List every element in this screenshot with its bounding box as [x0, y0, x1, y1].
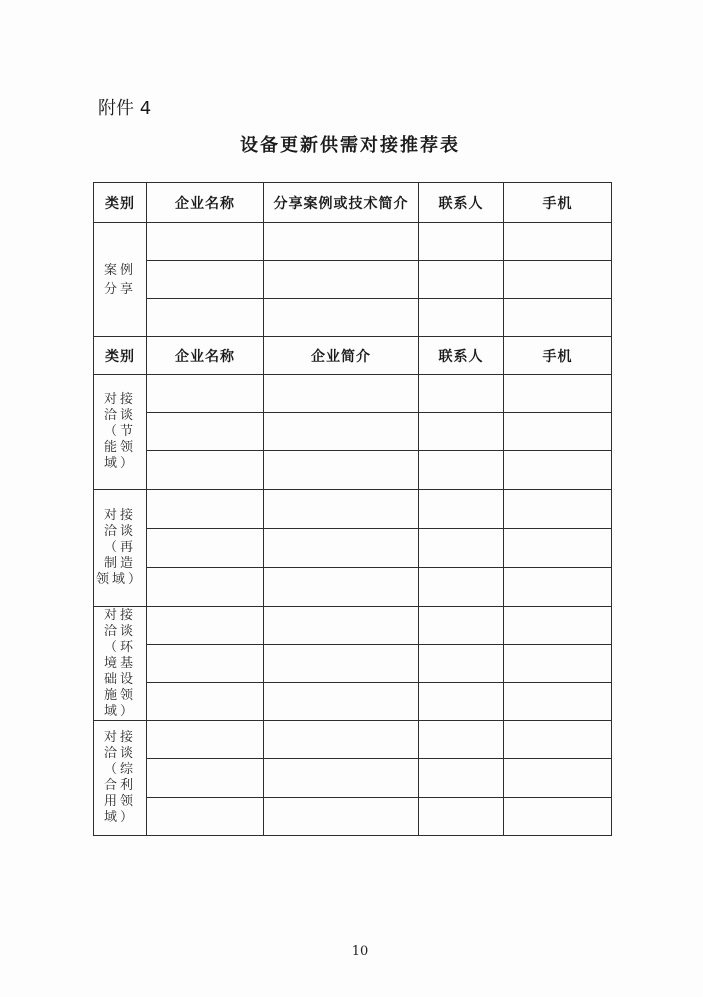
- phone-cell: [504, 529, 612, 568]
- phone-cell: [504, 683, 612, 721]
- header-phone: 手机: [504, 183, 612, 223]
- company-name-cell: [147, 645, 264, 683]
- contact-cell: [419, 413, 504, 451]
- category-label-line: 洽谈: [103, 746, 136, 761]
- category-label-line: 分享: [103, 281, 136, 297]
- company-name-cell: [147, 451, 264, 490]
- category-label-line: 境基: [103, 655, 136, 671]
- case-row: [94, 223, 612, 261]
- category-label-line: 领域）: [95, 572, 144, 587]
- company-name-cell: [147, 261, 264, 299]
- category-label-line: 域）: [103, 810, 136, 825]
- phone-cell: [504, 798, 612, 836]
- docking-row: [94, 375, 612, 413]
- category-label-line: 能领: [103, 440, 136, 455]
- category-label-line: 对接: [103, 607, 136, 623]
- description-cell: [264, 721, 419, 759]
- category-label-environmental-infrastructure: [94, 607, 147, 721]
- description-cell: [264, 798, 419, 836]
- category-label-line: 对接: [103, 508, 136, 523]
- description-cell: [264, 683, 419, 721]
- docking-row: [94, 683, 612, 721]
- phone-cell: [504, 261, 612, 299]
- category-label-line: 案例: [103, 262, 136, 278]
- category-label-line: （综: [103, 762, 136, 777]
- docking-row: [94, 759, 612, 798]
- docking-row: [94, 607, 612, 645]
- description-cell: [264, 490, 419, 529]
- category-label-line: （节: [103, 424, 136, 439]
- company-name-cell: [147, 529, 264, 568]
- description-cell: [264, 299, 419, 337]
- description-cell: [264, 645, 419, 683]
- contact-cell: [419, 645, 504, 683]
- category-label-line: 用领: [103, 794, 136, 809]
- category-label-line: 对接: [103, 730, 136, 745]
- description-cell: [264, 607, 419, 645]
- category-label-line: 施领: [103, 687, 136, 703]
- contact-cell: [419, 261, 504, 299]
- contact-cell: [419, 798, 504, 836]
- category-label-line: 洽谈: [103, 623, 136, 639]
- company-name-cell: [147, 607, 264, 645]
- header-category: 类别: [94, 183, 147, 223]
- header-category: 类别: [94, 337, 147, 375]
- phone-cell: [504, 568, 612, 607]
- contact-cell: [419, 375, 504, 413]
- header-contact: 联系人: [419, 337, 504, 375]
- recommendation-table: [93, 182, 612, 836]
- category-label-line: 对接: [103, 392, 136, 407]
- header-contact: 联系人: [419, 183, 504, 223]
- contact-cell: [419, 451, 504, 490]
- phone-cell: [504, 607, 612, 645]
- category-label-case-share: [94, 223, 147, 337]
- category-label-line: （环: [103, 639, 136, 655]
- header-description: 分享案例或技术简介: [264, 183, 419, 223]
- category-label-line: （再: [103, 540, 136, 555]
- company-name-cell: [147, 223, 264, 261]
- docking-row: [94, 451, 612, 490]
- contact-cell: [419, 759, 504, 798]
- docking-header-row: [94, 337, 612, 375]
- company-name-cell: [147, 490, 264, 529]
- phone-cell: [504, 375, 612, 413]
- header-company-name: 企业名称: [147, 183, 264, 223]
- docking-row: [94, 413, 612, 451]
- document-title: 设备更新供需对接推荐表: [240, 135, 460, 156]
- description-cell: [264, 375, 419, 413]
- category-label-comprehensive-utilization: [94, 721, 147, 836]
- company-name-cell: [147, 375, 264, 413]
- docking-row: [94, 490, 612, 529]
- category-label-line: 洽谈: [103, 524, 136, 539]
- category-label-line: 洽谈: [103, 408, 136, 423]
- company-name-cell: [147, 721, 264, 759]
- company-name-cell: [147, 759, 264, 798]
- header-phone: 手机: [504, 337, 612, 375]
- phone-cell: [504, 413, 612, 451]
- header-company-name: 企业名称: [147, 337, 264, 375]
- contact-cell: [419, 721, 504, 759]
- description-cell: [264, 261, 419, 299]
- category-label-line: 础设: [103, 671, 136, 687]
- phone-cell: [504, 721, 612, 759]
- attachment-label: 附件 4: [98, 98, 152, 119]
- contact-cell: [419, 223, 504, 261]
- company-name-cell: [147, 413, 264, 451]
- contact-cell: [419, 568, 504, 607]
- case-row: [94, 299, 612, 337]
- docking-row: [94, 645, 612, 683]
- description-cell: [264, 568, 419, 607]
- contact-cell: [419, 683, 504, 721]
- category-label-line: 合利: [103, 778, 136, 793]
- case-row: [94, 261, 612, 299]
- description-cell: [264, 759, 419, 798]
- contact-cell: [419, 607, 504, 645]
- company-name-cell: [147, 798, 264, 836]
- docking-row: [94, 568, 612, 607]
- category-label-energy-saving: [94, 375, 147, 490]
- phone-cell: [504, 645, 612, 683]
- company-name-cell: [147, 683, 264, 721]
- case-header-row: [94, 183, 612, 223]
- contact-cell: [419, 490, 504, 529]
- description-cell: [264, 451, 419, 490]
- company-name-cell: [147, 568, 264, 607]
- docking-row: [94, 721, 612, 759]
- phone-cell: [504, 490, 612, 529]
- category-label-line: 制造: [103, 556, 136, 571]
- category-label-line: 域）: [103, 456, 136, 471]
- header-description: 企业简介: [264, 337, 419, 375]
- contact-cell: [419, 299, 504, 337]
- company-name-cell: [147, 299, 264, 337]
- contact-cell: [419, 529, 504, 568]
- description-cell: [264, 413, 419, 451]
- phone-cell: [504, 223, 612, 261]
- docking-row: [94, 798, 612, 836]
- page-number: 10: [351, 944, 369, 959]
- category-label-remanufacturing: [94, 490, 147, 607]
- phone-cell: [504, 759, 612, 798]
- phone-cell: [504, 451, 612, 490]
- description-cell: [264, 223, 419, 261]
- category-label-line: 域）: [103, 703, 136, 719]
- docking-row: [94, 529, 612, 568]
- description-cell: [264, 529, 419, 568]
- phone-cell: [504, 299, 612, 337]
